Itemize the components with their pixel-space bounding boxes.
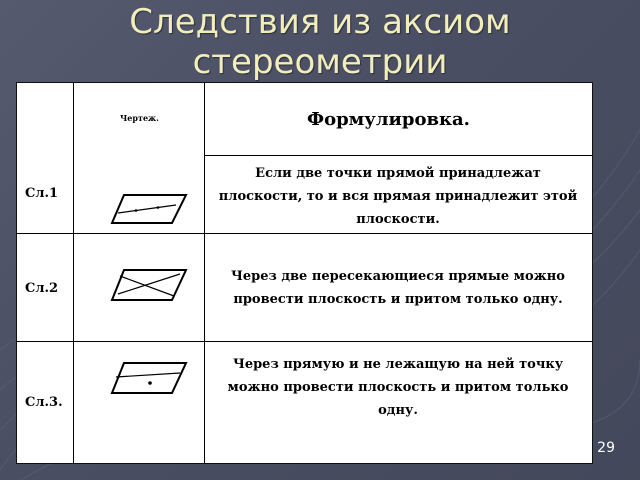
row-2-line-2: провести плоскость и притом только одну.: [233, 292, 563, 307]
plane-with-line-and-point-drawing: [110, 359, 190, 401]
column-divider-1: [73, 83, 74, 463]
plane-with-intersecting-lines-drawing: [110, 266, 190, 308]
header-statement: Формулировка.: [307, 109, 470, 130]
plane-with-line-drawing: [110, 189, 190, 231]
row-label-1: Сл.1: [25, 186, 59, 201]
row-1-line-3: плоскости.: [356, 212, 440, 227]
row-label-2: Сл.2: [25, 281, 59, 296]
row-divider-1: [204, 155, 592, 156]
page-number: 29: [597, 440, 615, 456]
row-3-line-3: одну.: [378, 403, 418, 418]
row-3-line-2: можно провести плоскость и притом только: [227, 380, 569, 395]
slide-title-line-1: Следствия из аксиом: [129, 2, 511, 42]
row-1-line-1: Если две точки прямой принадлежат: [255, 166, 541, 181]
row-2-statement: [205, 265, 591, 311]
row-3-statement: [205, 353, 591, 422]
slide-title: [0, 2, 640, 82]
slide-title-line-2: стереометрии: [192, 42, 448, 82]
row-divider-2: [17, 233, 592, 234]
row-2-line-1: Через две пересекающиеся прямые можно: [231, 269, 565, 284]
header-drawing: Чертеж.: [120, 113, 159, 123]
row-1-statement: [205, 162, 591, 231]
row-3-line-1: Через прямую и не лежащую на ней точку: [232, 357, 564, 372]
row-1-line-2: плоскости, то и вся прямая принадлежит этой: [218, 189, 578, 204]
row-divider-3: [17, 341, 592, 342]
row-label-3: Сл.3.: [25, 395, 63, 410]
consequences-table: [16, 82, 593, 464]
